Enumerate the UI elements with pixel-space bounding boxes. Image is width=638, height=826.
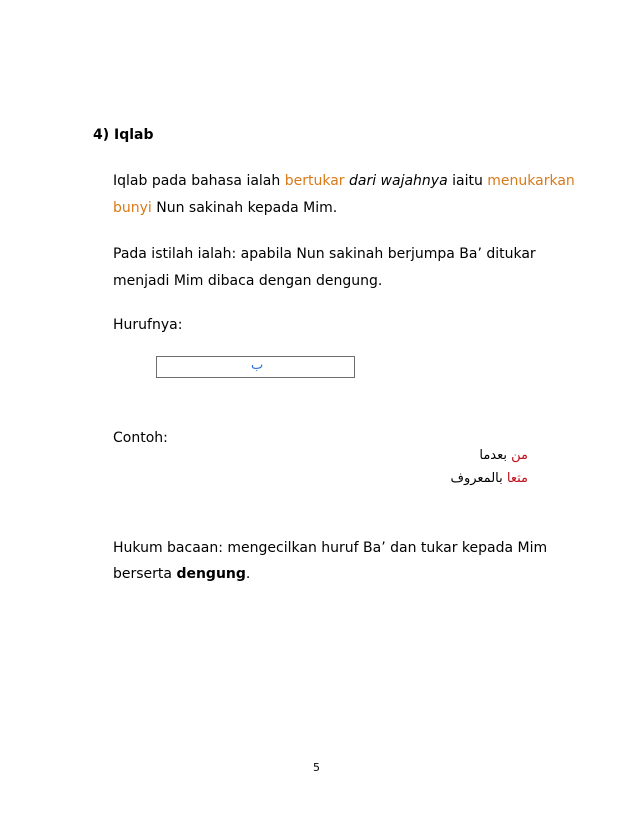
paragraph-definition-line2 [113,198,337,218]
example-2 [450,470,528,488]
example-2-rest: بالمعروف [450,471,507,486]
example-1-highlight: من [511,448,528,463]
text-segment: Nun sakinah kepada Mim. [151,200,338,216]
contoh-label: Contoh: [113,430,168,446]
paragraph-definition-line1 [113,171,575,191]
hurufnya-label: Hurufnya: [113,317,183,333]
bold-dengung: dengung [176,566,246,582]
paragraph-hukum-line2 [113,564,250,584]
huruf-box [156,356,355,378]
italic-dari-wajahnya: dari wajahnya [349,173,448,189]
text-segment: . [245,566,251,582]
text-segment: berserta [113,566,177,582]
paragraph-hukum-line1: Hukum bacaan: mengecilkan huruf Ba’ dan tukar kepada Mim [113,540,548,556]
example-1-rest: بعدما [479,448,512,463]
text-segment: Iqlab pada bahasa ialah [113,173,285,189]
arabic-letter-ba: ب [251,358,264,373]
highlight-menukarkan: menukarkan [487,173,575,189]
example-2-highlight: متعا [506,471,528,486]
highlight-bertukar: bertukar [284,173,345,189]
highlight-bunyi: bunyi [113,200,152,216]
page-number: 5 [313,761,320,774]
paragraph-istilah-line1: Pada istilah ialah: apabila Nun sakinah berjumpa Ba’ ditukar [113,246,536,262]
paragraph-istilah-line2: menjadi Mim dibaca dengan dengung. [113,273,383,289]
example-1 [479,447,528,465]
section-heading: 4) Iqlab [93,127,154,143]
text-segment: iaitu [447,173,488,189]
